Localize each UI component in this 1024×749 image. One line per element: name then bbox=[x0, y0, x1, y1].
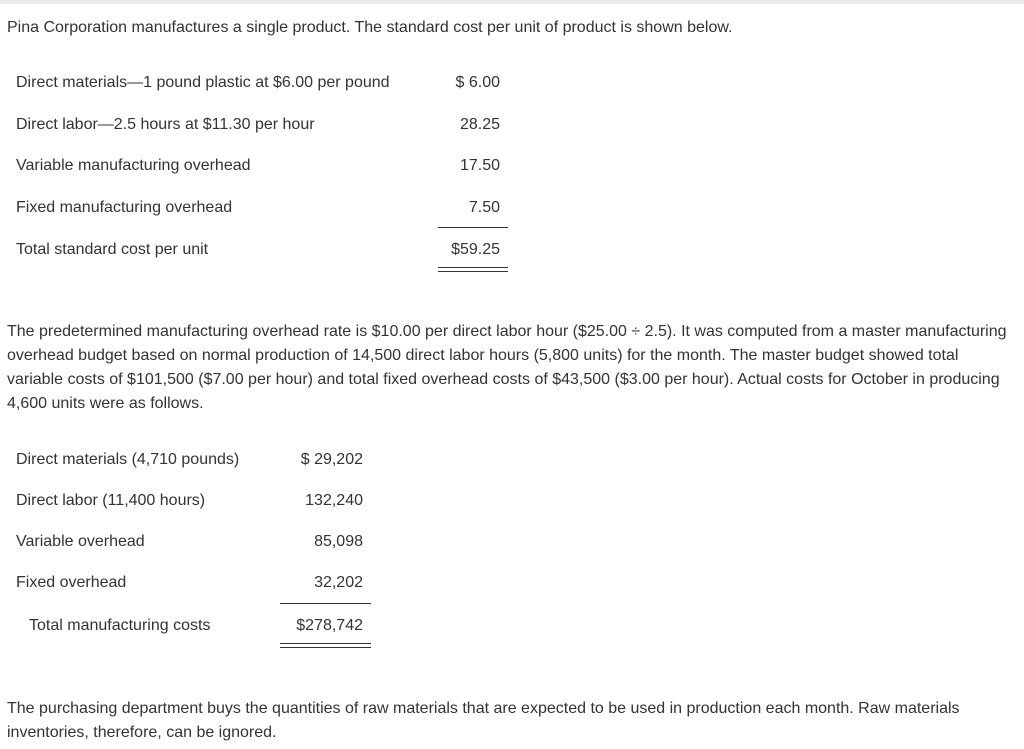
actual-total-label: Total manufacturing costs bbox=[29, 617, 211, 634]
actual-row-value: 32,202 bbox=[314, 574, 363, 591]
purchasing-paragraph: The purchasing department buys the quantities of raw materials that are expected to be used in production each month. Raw materials inventories, therefore, can be ignored. bbox=[7, 700, 960, 741]
actual-row-label: Direct materials (4,710 pounds) bbox=[16, 451, 240, 468]
top-border bbox=[0, 0, 1024, 4]
std-row-label: Direct labor—2.5 hours at $11.30 per hour bbox=[16, 116, 315, 133]
std-total-label: Total standard cost per unit bbox=[16, 241, 209, 258]
actual-total-value: $278,742 bbox=[296, 617, 363, 634]
std-row-value: $ 6.00 bbox=[455, 74, 500, 91]
std-row-label: Variable manufacturing overhead bbox=[16, 157, 251, 174]
subtotal-rule bbox=[280, 603, 371, 604]
actual-row-label: Direct labor (11,400 hours) bbox=[16, 492, 206, 509]
std-row-label: Direct materials—1 pound plastic at $6.00 per pound bbox=[16, 74, 390, 91]
total-double-rule bbox=[438, 267, 508, 272]
actual-row-value: 85,098 bbox=[314, 533, 363, 550]
std-row-value: 17.50 bbox=[459, 157, 500, 174]
actual-row-label: Fixed overhead bbox=[16, 574, 127, 591]
std-row-value: 28.25 bbox=[459, 116, 500, 133]
std-row-label: Fixed manufacturing overhead bbox=[16, 199, 233, 216]
subtotal-rule bbox=[438, 227, 508, 228]
intro-text: Pina Corporation manufactures a single product. The standard cost per unit of product is shown below. bbox=[7, 19, 733, 36]
std-row-value: 7.50 bbox=[468, 199, 500, 216]
actual-row-label: Variable overhead bbox=[16, 533, 145, 550]
actual-row-value: 132,240 bbox=[305, 492, 363, 509]
total-double-rule bbox=[280, 643, 371, 648]
actual-row-value: $ 29,202 bbox=[300, 451, 363, 468]
std-total-value: $59.25 bbox=[451, 241, 500, 258]
overhead-paragraph: The predetermined manufacturing overhead rate is $10.00 per direct labor hour ($25.00 ÷ 2.5). It was computed from a master manufacturing overhead budget based on normal production of 14,500 direct labor hours (5,800 units) for the month. The master budget showed total variable costs of $101,500 ($7.00 per hour) and total fixed overhead costs of $43,500 ($3.00 per hour). Actual costs for October in producing 4,600 units were as follows. bbox=[7, 323, 1007, 412]
